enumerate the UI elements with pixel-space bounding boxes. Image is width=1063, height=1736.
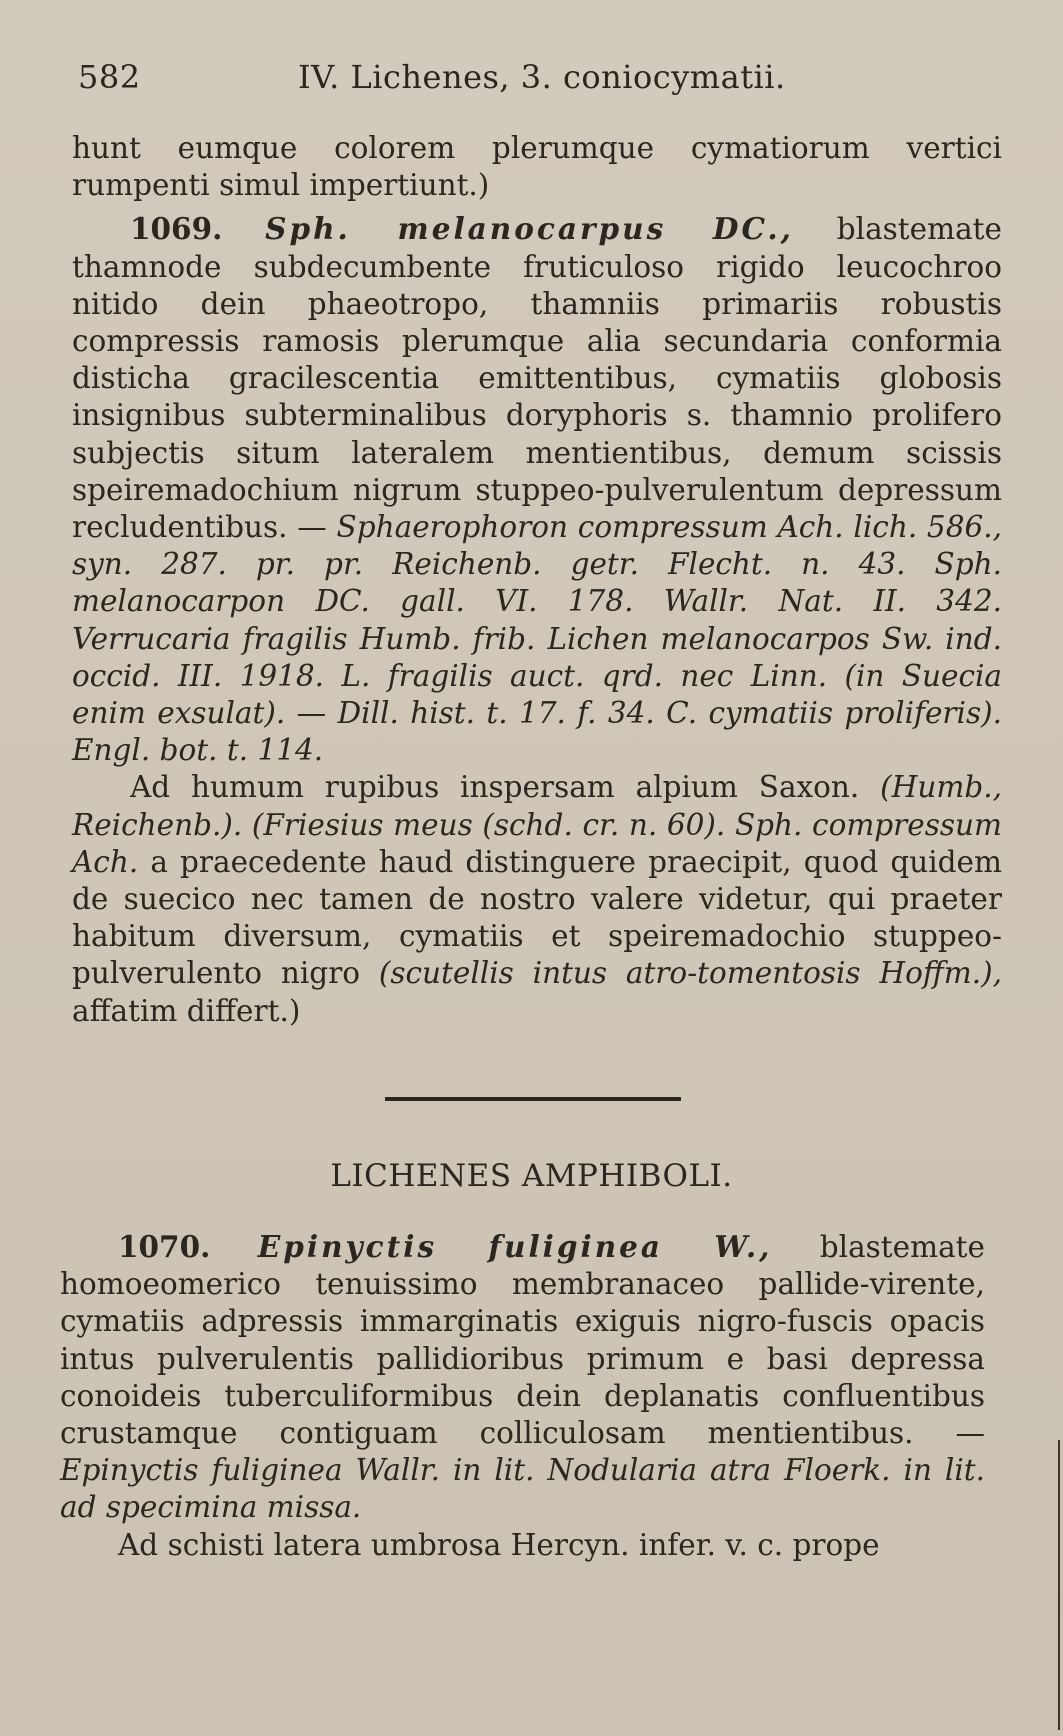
note-italic: (scutellis intus atro-tomentosis Hoffm.), <box>378 956 1002 991</box>
section-divider <box>385 1097 681 1101</box>
entry-number: 1070. <box>118 1229 211 1264</box>
species-name: Sph. melanocarpus DC., <box>265 211 794 247</box>
entry-1070 <box>60 1228 985 1527</box>
page-header <box>78 58 998 96</box>
habitat-references: (Humb., Reichenb.). (Friesius meus (schd. cr. n. 60). <box>72 770 1002 842</box>
running-title: IV. Lichenes, 3. coniocymatii. <box>298 58 786 96</box>
second-text <box>60 1228 985 1564</box>
continuation-paragraph: hunt eumque colorem plerumque cymatiorum vertici rumpenti simul impertiunt.) <box>72 131 1002 203</box>
habitat-paragraph <box>72 769 1002 1029</box>
note-end: affatim differt.) <box>72 993 301 1028</box>
note-text: a praecedente haud distinguere praecipit, quod quidem de suecico nec tamen de nostro valere videtur, qui praeter habitum diversum, cymatiis et speiremadochio stuppeo-pulverulento nigro <box>72 844 1002 991</box>
page-edge <box>1058 1440 1060 1730</box>
main-text <box>72 130 1002 1030</box>
section-title: LICHENES AMPHIBOLI. <box>330 1158 733 1194</box>
species-description: blastemate thamnode subdecumbente fruticuloso rigido leucochroo nitido dein phaeotropo, thamniis primariis robustis compressis ramosis plerumque alia secundaria conformia disticha gracilescentia emittentibus, cymatiis globosis insignibus subterminalibus doryphoris s. thamnio prolifero subjectis situm lateralem mentientibus, demum scissis speiremadochium nigrum stuppeo-pulverulentum depressum recludentibus. — <box>72 212 1002 545</box>
habitat-text: Ad humum rupibus inspersam alpium Saxon. <box>130 770 860 805</box>
entry-number: 1069. <box>130 211 223 247</box>
species-name: Epinyctis fuliginea W., <box>257 1229 773 1264</box>
page-number: 582 <box>78 58 141 96</box>
habitat-paragraph: Ad schisti latera umbrosa Hercyn. infer. v. c. prope <box>118 1527 880 1562</box>
note-lead: Sph. compressum Ach. <box>72 807 1002 879</box>
entry-1069 <box>72 210 1002 769</box>
species-description: blastemate homoeomerico tenuissimo membranaceo pallide-virente, cymatiis adpressis immarginatis exiguis nigro-fuscis opacis intus pulverulentis pallidioribus primum e basi depressa conoideis tuberculiformibus dein deplanatis confluentibus crustamque contiguam colliculosam mentientibus. — <box>60 1230 985 1451</box>
synonymy: Sphaerophoron compressum Ach. lich. 586., syn. 287. pr. pr. Reichenb. getr. Flecht. n. 43. Sph. melanocarpon DC. gall. VI. 178. Wallr. Nat. II. 342. Verrucaria fragilis Humb. frib. Lichen melanocarpos Sw. ind. occid. III. 1918. L. fragilis auct. qrd. nec Linn. (in Suecia enim exsulat). — Dill. hist. t. 17. f. 34. C. cymatiis proliferis). Engl. bot. t. 114. <box>72 510 1002 768</box>
synonymy: Epinyctis fuliginea Wallr. in lit. Nodularia atra Floerk. in lit. ad specimina missa. <box>60 1453 985 1525</box>
